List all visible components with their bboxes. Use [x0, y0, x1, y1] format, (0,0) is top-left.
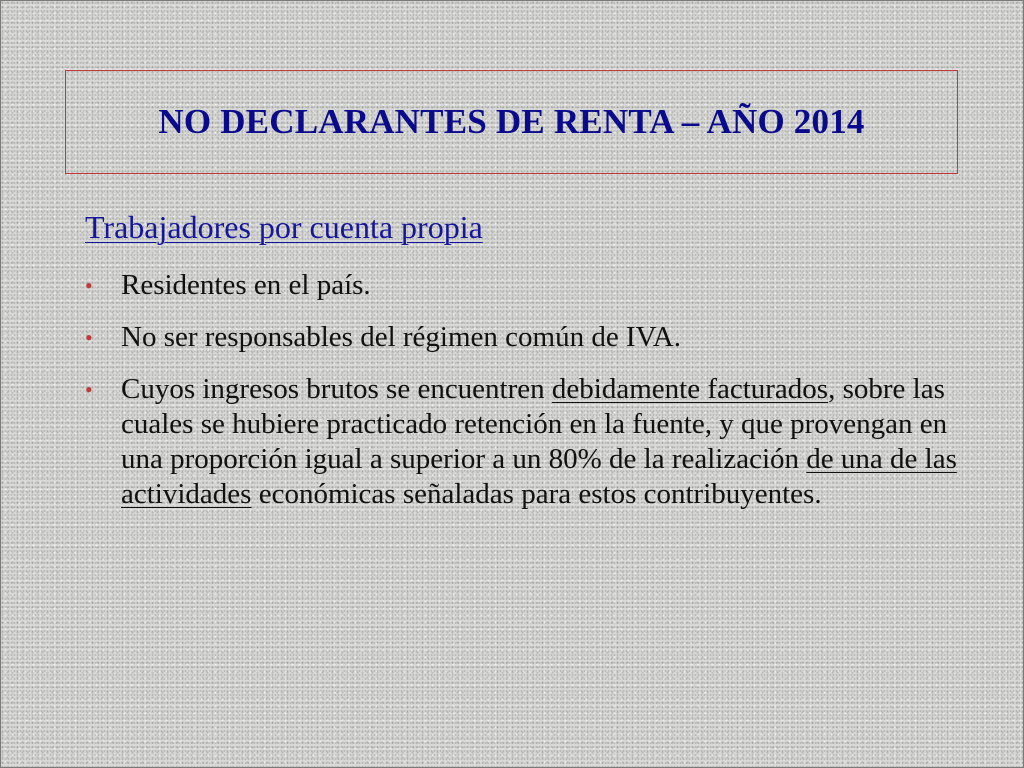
underlined-text: debidamente facturados: [551, 373, 829, 405]
bullet-text: Residentes en el país.: [121, 269, 371, 301]
bullet-icon: •: [85, 325, 93, 350]
section-subtitle: Trabajadores por cuenta propia: [85, 209, 483, 245]
underlined-text: de una de las actividades: [121, 443, 957, 510]
bullet-item: [85, 268, 965, 303]
bullet-item: [85, 320, 965, 355]
bullet-text-part: económicas señaladas para estos contribuyentes.: [251, 478, 822, 510]
bullet-icon: •: [85, 377, 93, 402]
slide-title: NO DECLARANTES DE RENTA – AÑO 2014: [158, 102, 865, 141]
title-box: [65, 70, 958, 174]
slide-content: [85, 209, 965, 529]
bullet-text-part: , sobre las cuales se hubiere practicado retención en la fuente, y que provengan en una proporción igual a superior a un 80% de la realización: [121, 373, 948, 475]
bullet-icon: •: [85, 273, 93, 298]
bullet-list: [85, 268, 965, 512]
bullet-item: [85, 372, 965, 512]
bullet-text-part: Cuyos ingresos brutos se encuentren: [121, 373, 552, 405]
bullet-text: No ser responsables del régimen común de IVA.: [121, 321, 681, 353]
